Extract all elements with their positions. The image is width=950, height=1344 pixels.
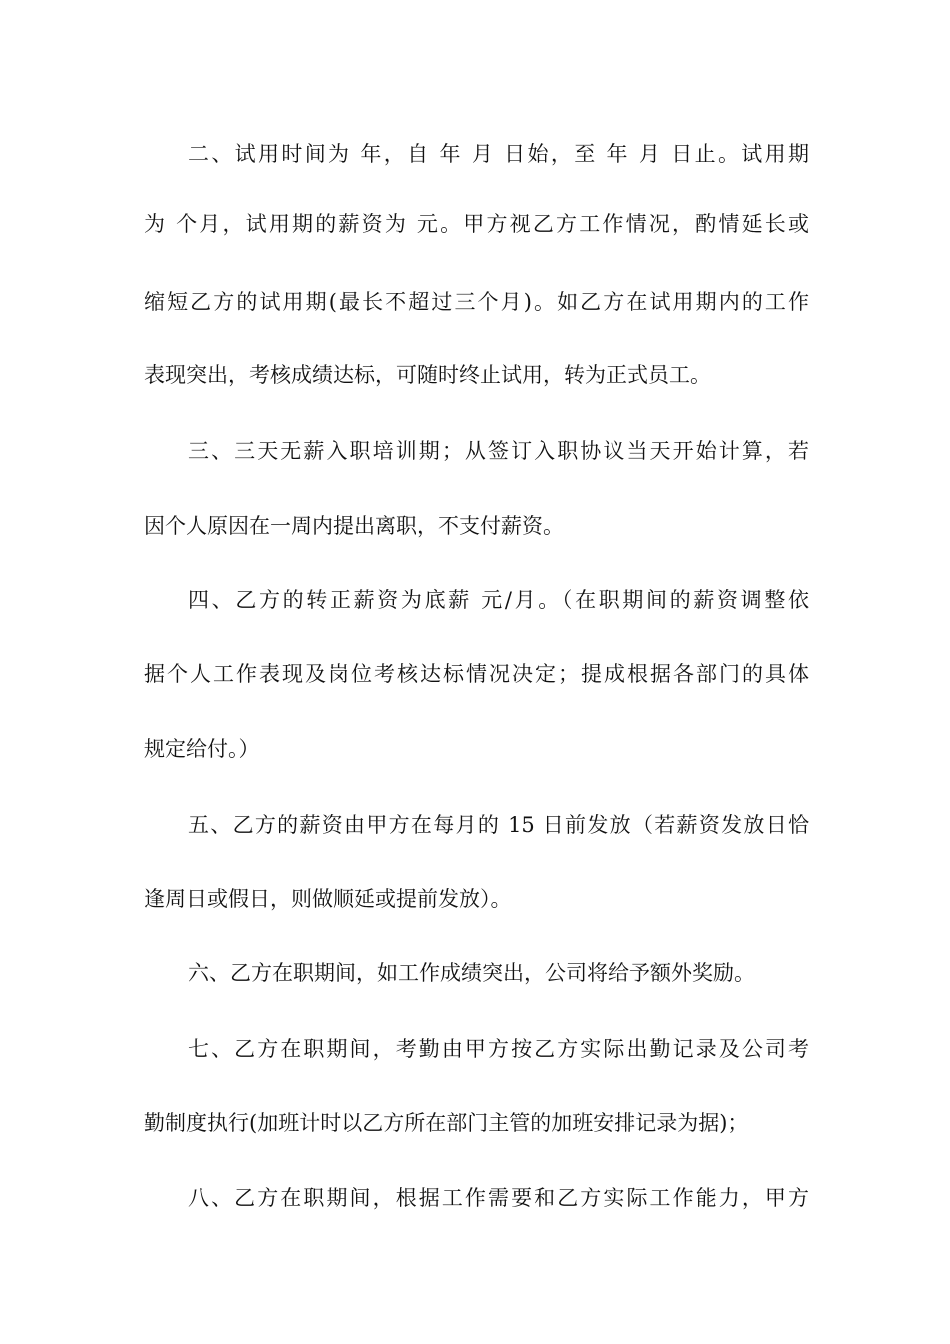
clause-4-line-1: 四、乙方的转正薪资为底薪 元/月。（在职期间的薪资调整依: [188, 588, 809, 612]
clause-7-line-2: 勤制度执行(加班计时以乙方所在部门主管的加班安排记录为据)；: [144, 1111, 749, 1135]
clause-5-line-1: 五、乙方的薪资由甲方在每月的 15 日前发放（若薪资发放日恰: [188, 813, 809, 837]
clause-2-line-4: 表现突出，考核成绩达标，可随时终止试用，转为正式员工。: [144, 363, 711, 387]
clause-3-line-1: 三、三天无薪入职培训期；从签订入职协议当天开始计算，若: [188, 439, 809, 463]
clause-2-line-3: 缩短乙方的试用期(最长不超过三个月)。如乙方在试用期内的工作: [144, 290, 809, 314]
clause-6-line-1: 六、乙方在职期间，如工作成绩突出，公司将给予额外奖励。: [188, 961, 755, 985]
clause-5-line-2: 逢周日或假日，则做顺延或提前发放）。: [144, 887, 512, 911]
clause-2-line-1: 二、试用时间为 年，自 年 月 日始，至 年 月 日止。试用期: [188, 142, 809, 166]
clause-3-line-2: 因个人原因在一周内提出离职，不支付薪资。: [144, 514, 564, 538]
clause-2-line-2: 为 个月，试用期的薪资为 元。甲方视乙方工作情况，酌情延长或: [144, 212, 809, 236]
clause-8-line-1: 八、乙方在职期间，根据工作需要和乙方实际工作能力，甲方: [188, 1186, 809, 1210]
clause-7-line-1: 七、乙方在职期间，考勤由甲方按乙方实际出勤记录及公司考: [188, 1037, 809, 1061]
clause-4-line-3: 规定给付。）: [144, 737, 260, 761]
clause-4-line-2: 据个人工作表现及岗位考核达标情况决定；提成根据各部门的具体: [144, 662, 809, 686]
